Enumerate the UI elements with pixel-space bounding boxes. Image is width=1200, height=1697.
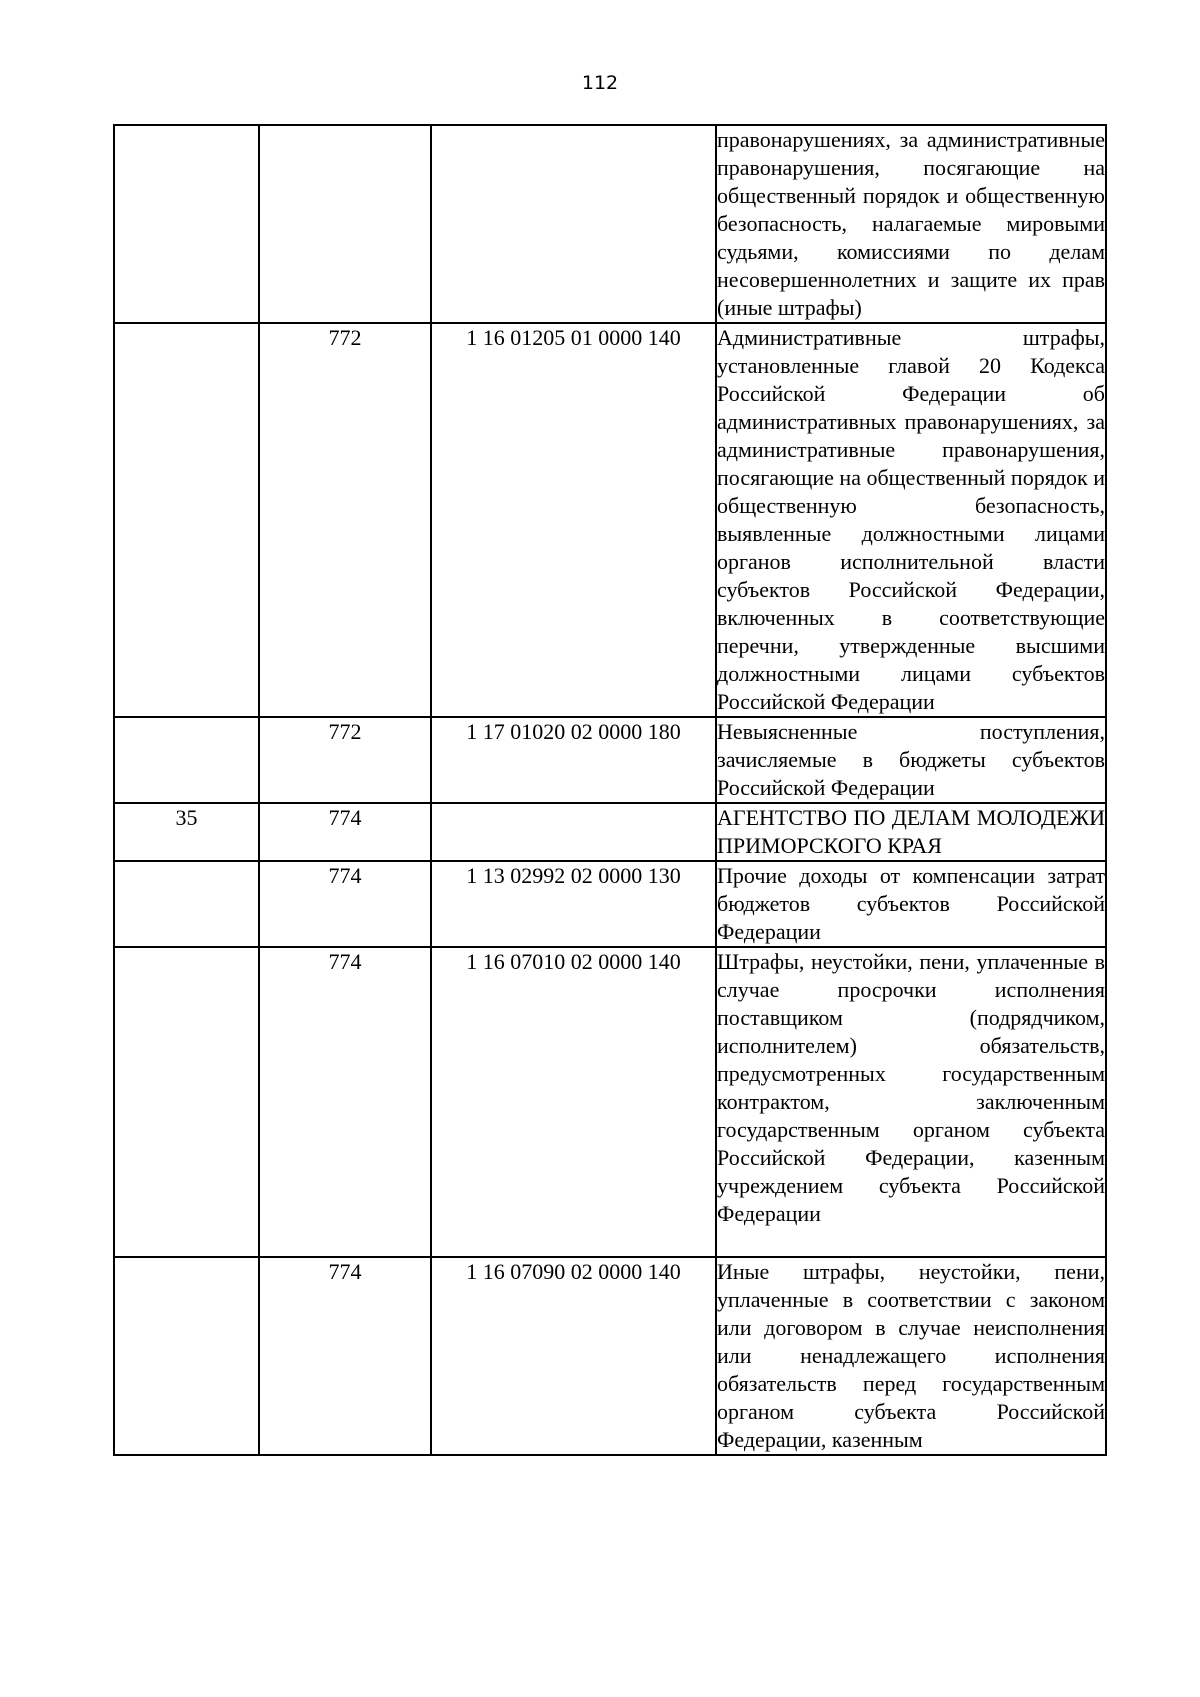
row-number-cell (114, 1257, 259, 1455)
administrator-code-cell: 772 (259, 323, 431, 717)
revenue-name-cell: Прочие доходы от компенсации затрат бюджетов субъектов Российской Федерации (716, 861, 1106, 947)
row-number-cell: 35 (114, 803, 259, 861)
revenue-code-cell: 1 16 01205 01 0000 140 (431, 323, 716, 717)
administrator-code-cell: 774 (259, 1257, 431, 1455)
revenue-codes-table (113, 124, 1107, 1456)
revenue-code-cell: 1 16 07010 02 0000 140 (431, 947, 716, 1257)
row-number-cell (114, 125, 259, 323)
table-row (114, 947, 1106, 1257)
revenue-code-cell: 1 17 01020 02 0000 180 (431, 717, 716, 803)
row-number-cell (114, 947, 259, 1257)
row-number-cell (114, 323, 259, 717)
revenue-name-cell: правонарушениях, за административные правонарушения, посягающие на общественный порядок и общественную безопасность, налагаемые мировыми судьями, комиссиями по делам несовершеннолетних и защите их прав (иные штрафы) (716, 125, 1106, 323)
table-row (114, 861, 1106, 947)
revenue-name-cell: Штрафы, неустойки, пени, уплаченные в случае просрочки исполнения поставщиком (подрядчиком, исполнителем) обязательств, предусмотренных государственным контрактом, заключенным государственным органом субъекта Российской Федерации, казенным учреждением субъекта Российской Федерации (716, 947, 1106, 1257)
revenue-name-cell: Административные штрафы, установленные главой 20 Кодекса Российской Федерации об административных правонарушениях, за административные правонарушения, посягающие на общественный порядок и общественную безопасность, выявленные должностными лицами органов исполнительной власти субъектов Российской Федерации, включенных в соответствующие перечни, утвержденные высшими должностными лицами субъектов Российской Федерации (716, 323, 1106, 717)
table-row-agency-header (114, 803, 1106, 861)
row-number-cell (114, 717, 259, 803)
revenue-code-cell: 1 16 07090 02 0000 140 (431, 1257, 716, 1455)
administrator-code-cell (259, 125, 431, 323)
table-row (114, 1257, 1106, 1455)
table-row (114, 717, 1106, 803)
administrator-code-cell: 772 (259, 717, 431, 803)
row-number-cell (114, 861, 259, 947)
revenue-name-cell: Иные штрафы, неустойки, пени, уплаченные в соответствии с законом или договором в случае неисполнения или ненадлежащего исполнения обязательств перед государственным органом субъекта Российской Федерации, казенным (716, 1257, 1106, 1455)
revenue-code-cell (431, 803, 716, 861)
table-row (114, 323, 1106, 717)
revenue-name-cell: Невыясненные поступления, зачисляемые в бюджеты субъектов Российской Федерации (716, 717, 1106, 803)
administrator-code-cell: 774 (259, 861, 431, 947)
revenue-code-cell: 1 13 02992 02 0000 130 (431, 861, 716, 947)
table-row (114, 125, 1106, 323)
revenue-code-cell (431, 125, 716, 323)
administrator-code-cell: 774 (259, 947, 431, 1257)
administrator-code-cell: 774 (259, 803, 431, 861)
agency-name-cell: АГЕНТСТВО ПО ДЕЛАМ МОЛОДЕЖИ ПРИМОРСКОГО КРАЯ (716, 803, 1106, 861)
page-number: 112 (581, 72, 619, 94)
